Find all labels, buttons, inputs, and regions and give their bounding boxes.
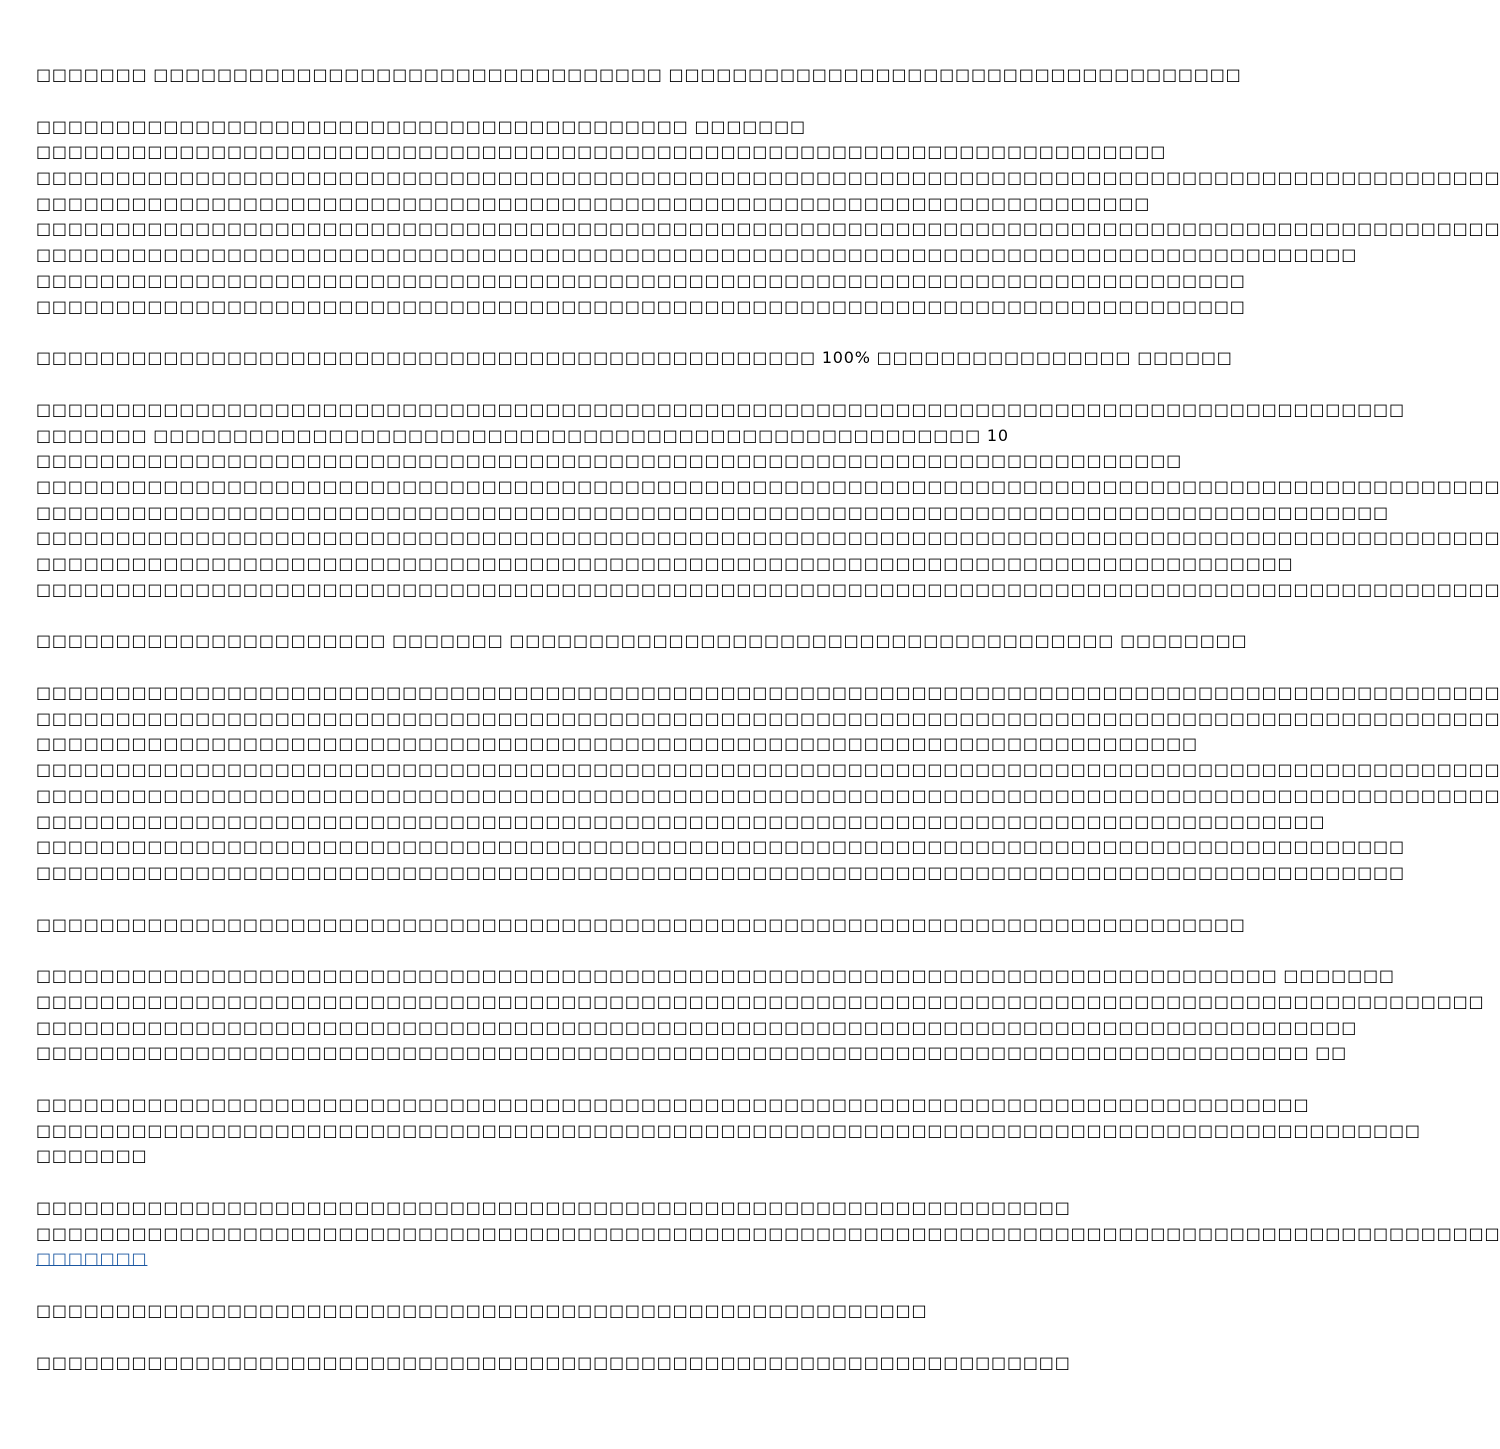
text-line: □□□□□□□□□□□□□□□□□□□□□□□□□□□□□□□□□□□□□□□□□□□□□□□□□□□□□□□□□□□□□□□□□□□□□□□□□□□□□□□□□□□□□□□□□□□□ (36, 168, 1500, 188)
link-paragraph (36, 1195, 1500, 1272)
text-line: □□□□□□□□□□□□□□□□□□□□□□□□□□□□□□□□□□□□□□□□□□□□□□□□□□□□□□□□□□□□□□□□□□□□□□□□□ (36, 734, 1198, 754)
paragraph (36, 680, 1500, 886)
text-line: □□□□□□□□□□□□□□□□□□□□□□□□□□□□□□□□□□□□□□□□□□□□□□□□□□□□□□□□□□□□□□□□□□□□□□□□□□□□□□□□□□□□□□□□□□□□ (36, 476, 1500, 496)
text-line: □□□□□□□□□□□□□□□□□□□□□□□□□□□□□□□□□□□□□□□□□□□□□□□□□□□□□□□□□□□□□□□□□□□□□□□□□□□□ (36, 914, 1246, 934)
text-line: □□□□□□□□□□□□□□□□□□□□□□□□□□□□□□□□□□□□□□□□□□□□□□□□□□□□□□□□□□□□□□□□□□□□□□□□□□□□□□□□□□□□□□ (36, 862, 1405, 882)
text-line: □□□□□□□□□□□□□□□□□□□□□□□□□□□□□□□□□□□□□□□□□□□□□□□□□□□□□□□□□□□□□□□□□□□□□□□□□□□□□□ □□□□□□□ (36, 966, 1395, 986)
text-line: □□□□□□□□□□□□□□□□□□□□□□□□□□□□□□□□□□□□□□□□□□□□□□□□□□□□□□□□□□□□□□□□□□□□□□□□□□□□□□□□□□□ (36, 1017, 1358, 1037)
text-line: □□□□□□□□□□□□□□□□□□□□□□□□□□□□□□□□□□□□□□□□□□□□□□□□□□□□□□□□□□□□□□□□□□□□□□□□□□□□ (36, 270, 1246, 290)
text-line: □□□□□□□□□□□□□□□□□□□□□□□□□□□□□□□□□□□□□□□□□□□□□□□□□□□□□□□□□□□□□□□□□□□□□□□□□□□□□□□□□□□□□□□□□□□□ (36, 785, 1500, 805)
text-line: □□□□□□□□□□□□□□□□□□□□□□□□□□□□□□□□□□□□□□□□□□□□□□□□□□□□□□□□□□□□□□□□□□□□□□□□□□□□□□□□□□□□□□□□□□□□ (36, 528, 1500, 548)
text-link[interactable]: □□□□□□□ (36, 1249, 148, 1269)
paragraph-list (36, 62, 1500, 1169)
text-line: □□□□□□□□□□□□□□□□□□□□□□□□□□□□□□□□□□□□□□□□□□□□□□□□□□□□□□□□□□□□□□□□□□□□□□□□□□□□□□□ (36, 554, 1294, 573)
paragraph (36, 628, 1248, 654)
text-line: □□□□□□□□□□□□□□□□□□□□□□□□□□□□□□□□□□□□□□□□□□□□□□□□□□□□□□□□□□□□□□□□□□□□□□□□□□□□□□□□□□□□□□□□□□□□ (36, 219, 1500, 239)
paragraph (36, 114, 1500, 320)
text-line: □□□□□□□ □□□□□□□□□□□□□□□□□□□□□□□□□□□□□□□□ □□□□□□□□□□□□□□□□□□□□□□□□□□□□□□□□□□□□ (36, 65, 1242, 84)
paragraph (36, 345, 1233, 371)
document-body (36, 62, 1500, 1402)
text-line: □□□□□□□□□□□□□□□□□□□□□□□□□□□□□□□□□□□□□□□□□□□□□□□□□□□□□□□□□□□□□□□□□□□□□□□□□□□□□□□□□□□□□ (36, 502, 1389, 522)
text-line: □□□□□□□□□□□□□□□□□□□□□□□□□□□□□□□□□□□□□□□□□□□□□□□□□ 100% □□□□□□□□□□□□□□□□ □□□□□□ (36, 348, 1233, 368)
text-line: □□□□□□□□□□□□□□□□□□□□□□□□□□□□□□□□□□□□□□□□□ □□□□□□□ (36, 116, 806, 136)
paragraph (36, 1350, 1071, 1376)
text-line: □□□□□□□□□□□□□□□□□□□□□□□□□□□□□□□□□□□□□□□□□□□□□□□□□□□□□□□□□□□□□□□□□□□□□□□□□□□□□□□□ □□ (36, 1043, 1348, 1063)
text-line: □□□□□□□□□□□□□□□□□□□□□□□□□□□□□□□□□□□□□□□□□□□□□□□□□□□□□□□□□□□□□□□□□□□□□□□□□□□□□□□□□□□□□□□□□□□□ (36, 579, 1500, 599)
text-line: □□□□□□□□□□□□□□□□□□□□□□□□□□□□□□□□□□□□□□□□□□□□□□□□□□□□□□□□□□□□□□□□□□□□□□□□□□□□□□□□□□□ (36, 245, 1358, 265)
text-line: □□□□□□□□□□□□□□□□□□□□□□□□□□□□□□□□□□□□□□□□□□□□□□□□□□□□□□□□ (36, 1301, 928, 1321)
text-line: □□□□□□□□□□□□□□□□□□□□□□□□□□□□□□□□□□□□□□□□□□□□□□□□□□□□□□□□□□□□□□□□□□□□□□□□□□□□□□□□□□□□□□□□□□□□ (36, 683, 1500, 703)
text-line: □□□□□□□ (36, 1146, 148, 1166)
text-line: □□□□□□□□□□□□□□□□□□□□□□□□□□□□□□□□□□□□□□□□□□□□□□□□□□□□□□□□□□□□□□□□□□□□□□□□ (36, 451, 1183, 471)
text-line: □□□□□□□□□□□□□□□□□□□□□□□□□□□□□□□□□□□□□□□□□□□□□□□□□□□□□□□□□□□□□□□□□□□□□□ (36, 193, 1151, 213)
text-line: □□□□□□□□□□□□□□□□□□□□□□□□□□□□□□□□□□□□□□□□□□□□□□□□□□□□□□□□□□□□□□□□□□□□□□□□□□□□ (36, 296, 1246, 316)
text-line: □□□□□□□□□□□□□□□□□□□□□□□□□□□□□□□□□□□□□□□□□□□□□□□□□□□□□□□□□□□□□□□□□□□□□□□□□□□□□□□□□□□□□□ (36, 399, 1405, 419)
text-line: □□□□□□□□□□□□□□□□□□□□□□□□□□□□□□□□□□□□□□□□□□□□□□□□□□□□□□□□□□□□□□□□□□□□□□□ (36, 142, 1167, 162)
text-line: □□□□□□□□□□□□□□□□□□□□□□□□□□□□□□□□□□□□□□□□□□□□□□□□□□□□□□□□□□□□□□□□□□□□□□□□□□□□□□□□□□□□□□□□□□□ (36, 991, 1485, 1011)
text-line: □□□□□□□□□□□□□□□□□□□□□□□□□□□□□□□□□□□□□□□□□□□□□□□□□□□□□□□□□□□□□□□□□□□□□□□□□□□□□□□□□□□□□□□□□□□□ (36, 760, 1500, 780)
text-line: □□□□□□□□□□□□□□□□□□□□□□□□□□□□□□□□□□□□□□□□□□□□□□□□□□□□□□□□□□□□□□□□□ (36, 1352, 1071, 1372)
text-line: □□□□□□□□□□□□□□□□□□□□□□□□□□□□□□□□□□□□□□□□□□□□□□□□□□□□□□□□□□□□□□□□□□□□□□□□□□□□□□□□□□□□□□□□□□□□ (36, 708, 1500, 728)
text-line: □□□□□□□□□□□□□□□□□□□□□□ □□□□□□□ □□□□□□□□□□□□□□□□□□□□□□□□□□□□□□□□□□□□□□ □□□□□□□□ (36, 631, 1248, 651)
paragraph (36, 1298, 990, 1324)
text-line: □□□□□□□□□□□□□□□□□□□□□□□□□□□□□□□□□□□□□□□□□□□□□□□□□□□□□□□□□□□□□□□□□□□□□□□□□□□□□□□□ (36, 1095, 1310, 1114)
text-line: □□□□□□□□□□□□□□□□□□□□□□□□□□□□□□□□□□□□□□□□□□□□□□□□□□□□□□□□□□□□□□□□□□□□□□□□□□□□□□□□□□□□□□□□□□□□ (36, 1223, 1500, 1243)
trailing-paragraph-list (36, 1298, 1071, 1375)
text-line: □□□□□□□□□□□□□□□□□□□□□□□□□□□□□□□□□□□□□□□□□□□□□□□□□□□□□□□□□□□□□□□□□□□□□□□□□□□□□□□□□□□□□□□ (36, 1120, 1421, 1140)
paragraph (36, 1092, 1421, 1169)
text-line: □□□□□□□ □□□□□□□□□□□□□□□□□□□□□□□□□□□□□□□□□□□□□□□□□□□□□□□□□□□□ 10 (36, 425, 1009, 445)
paragraph (36, 963, 1485, 1066)
text-line: □□□□□□□□□□□□□□□□□□□□□□□□□□□□□□□□□□□□□□□□□□□□□□□□□□□□□□□□□□□□□□□□□□□□□□□□□□□□□□□□□□□□□□ (36, 837, 1405, 857)
text-line: □□□□□□□□□□□□□□□□□□□□□□□□□□□□□□□□□□□□□□□□□□□□□□□□□□□□□□□□□□□□□□□□□□□□□□□□□□□□□□□□□ (36, 811, 1326, 831)
paragraph (36, 912, 1246, 938)
paragraph (36, 62, 1242, 88)
text-line: □□□□□□□□□□□□□□□□□□□□□□□□□□□□□□□□□□□□□□□□□□□□□□□□□□□□□□□□□□□□□□□□□ (36, 1198, 1071, 1218)
paragraph (36, 397, 1500, 603)
